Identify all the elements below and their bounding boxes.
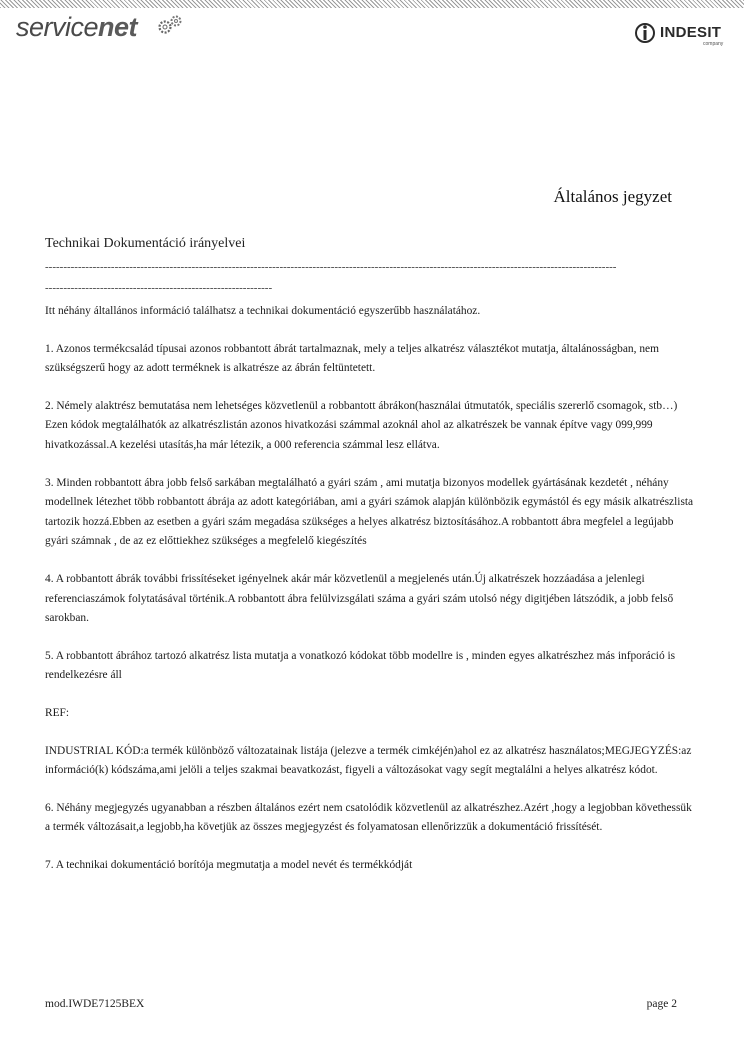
servicenet-logo-service: service [16, 12, 99, 42]
section-title: Technikai Dokumentáció irányelvei [45, 236, 246, 251]
paragraph-industrial-code: INDUSTRIAL KÓD:a termék különböző változatainak listája (jelezve a termék cimkéjén)ahol ez az alkatrész használatos;MEGJEGYZÉS:az információ(k) kódszáma,ami jelöli a teljes szakmai beavatkozást, figyeli a változásokat vagy segít megtalálni a helyes alkatrész kódot. [45, 744, 692, 777]
paragraph-1: 1. Azonos termékcsalád típusai azonos robbantott ábrát tartalmaznak, mely a teljes alkatrész választékot mutatja, általánosságban, nem szükségszerű hogy az adott terméknek is alkatrésze az ábrán feltüntetett. [45, 342, 659, 375]
paragraph-5: 5. A robbantott ábrához tartozó alkatrész lista mutatja a vonatkozó kódokat több modellre is , minden egyes alkatrészhez más infporáció is rendelkezésre áll [45, 649, 676, 682]
footer-page-number: page 2 [646, 998, 677, 1010]
paragraph-6: 6. Néhány megjegyzés ugyanabban a részben általános ezért nem csatolódik közvetlenül az alkatrészhez.Azért ,hogy a legjobban követhessük a termék változásait,a legjobb,ha követjük az összes megjegyzést és folyamatosan ellenőrizzük a dokumentáció frissítését. [45, 801, 692, 834]
document-body [45, 302, 697, 893]
paragraph-3: 3. Minden robbantott ábra jobb felső sarkában megtalálható a gyári szám , ami mutatja bizonyos modellek gyártásának kezdetét , néhány modellnek létezhet több robbantott ábrája az adott kategóriában, ami a gyári számok alapján különbözik egymástól és egy másik alkatrészlista tartozik hozzá.Ebben az esetben a gyári szám megadása szükséges a helyes alkatrész biztosításához.A robbantott ábra megfelel a legújabb gyári számnak , de az ez előttiekhez szükséges a megfelelő kiegészítés [45, 476, 694, 548]
footer-model: mod.IWDE7125BEX [45, 998, 145, 1010]
indesit-logo-sub: company [703, 41, 724, 47]
paragraph-7: 7. A technikai dokumentáció borítója megmutatja a model nevét és termékkódját [45, 858, 413, 871]
servicenet-logo [16, 14, 137, 41]
indesit-logo-name: INDESIT [660, 24, 722, 41]
indesit-mark-icon [634, 22, 656, 44]
servicenet-logo-net: net [98, 12, 138, 42]
gears-icon [156, 14, 186, 36]
divider-line-2: -------------------------------------------------------------- [45, 283, 273, 294]
page-title: Általános jegyzet [553, 187, 672, 206]
paragraph-intro: Itt néhány általlános információ találhatsz a technikai dokumentáció egyszerűbb használatához. [45, 305, 481, 317]
paragraph-4: 4. A robbantott ábrák további frissítéseket igényelnek akár már közvetlenül a megjelenés után.Új alkatrészek hozzáadása a jelenlegi referenciaszámok folytatásával történik.A robbantott ábra felülvizsgálati száma a gyári szám utolsó négy digitjében látszódik, a jobb felső sarokban. [45, 572, 674, 625]
paragraph-ref: REF: [45, 706, 70, 719]
header-hatch-border [0, 0, 744, 8]
divider-line-1: ------------------------------------------------------------------------------------------------------------------------------------------------------------ [45, 262, 617, 273]
paragraph-2: 2. Némely alaktrész bemutatása nem lehetséges közvetlenül a robbantott ábrákon(használai útmutatók, speciális szererlő csomagok, stb…) Ezen kódok megtalálhatók az alkatrészlistán azonos hivatkozási számmal azoknál ahol az alkatrészek be vannak építve vagy 099,999 hivatkozással.A kezelési utasítás,ha már létezik, a 000 referencia számmal lesz ellátva. [45, 399, 678, 451]
